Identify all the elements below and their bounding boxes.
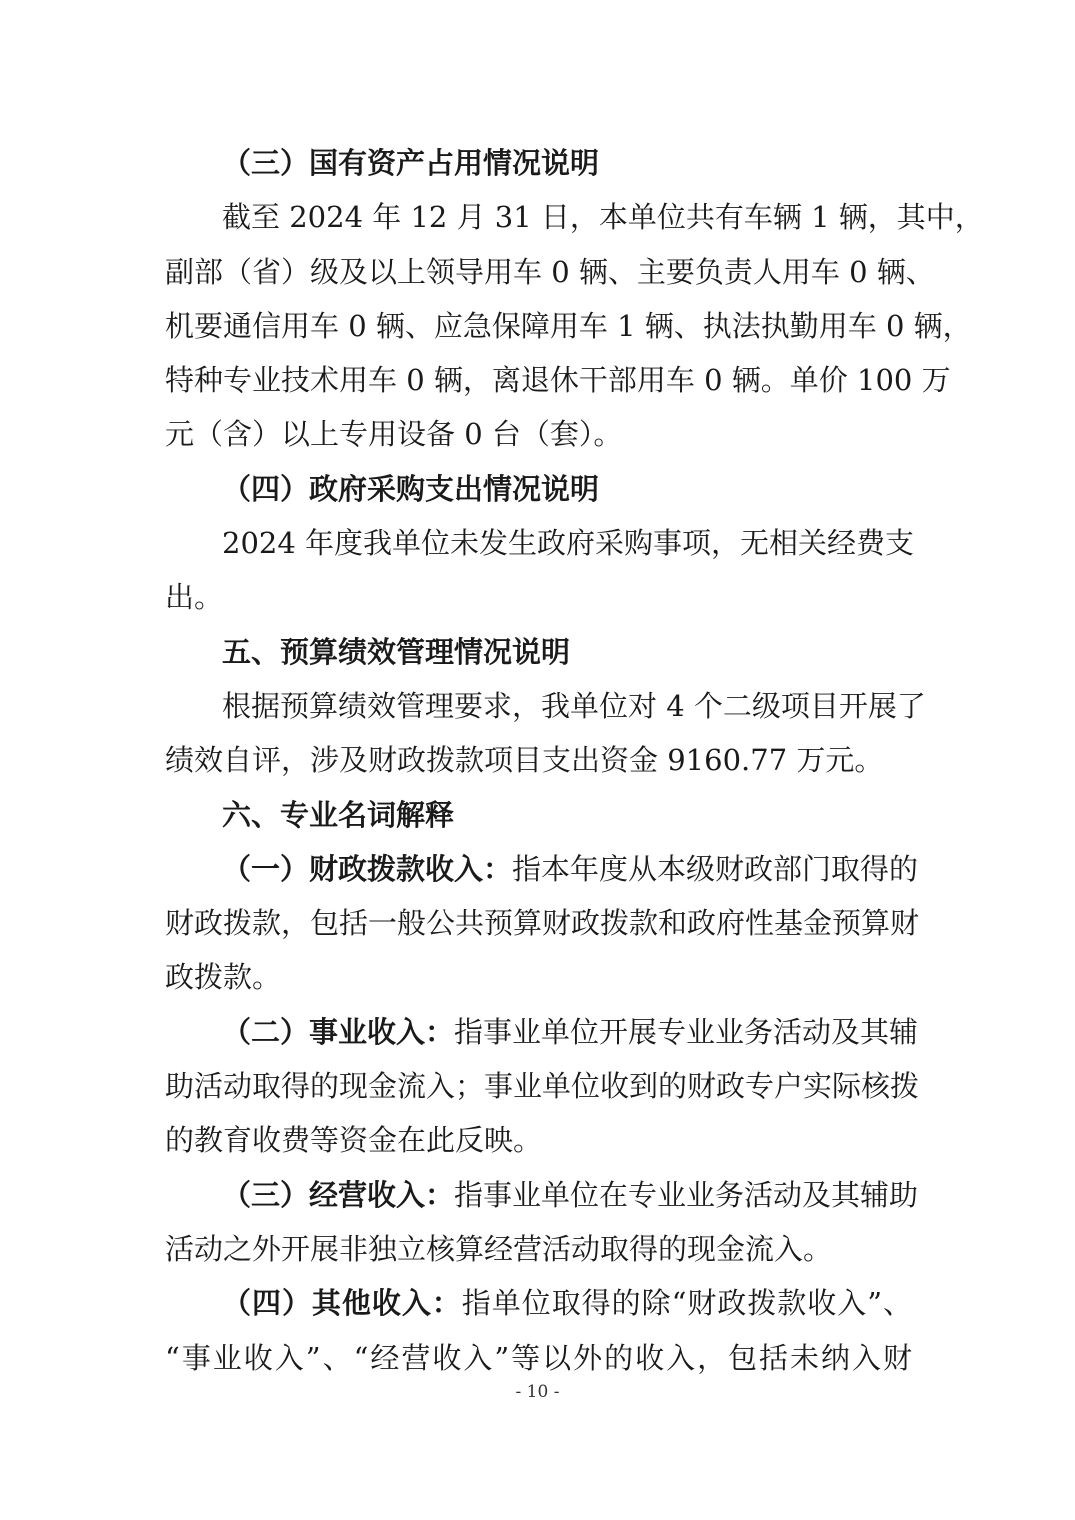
line-text: 机要通信用车 0 辆、应急保障用车 1 辆、执法执勤用车 0 辆， — [165, 308, 972, 343]
line-text: 的教育收费等资金在此反映。 — [165, 1123, 543, 1158]
text-line — [165, 1331, 912, 1385]
line-text: 绩效自评，涉及财政拨款项目支出资金 9160.77 万元。 — [165, 743, 884, 778]
line-text: 根据预算绩效管理要求，我单位对 4 个二级项目开展了 — [222, 688, 926, 723]
bold-term: 六、专业名词解释 — [222, 797, 455, 832]
text-line — [165, 1113, 912, 1167]
line-text: 2024 年度我单位未发生政府采购事项，无相关经费支 — [222, 526, 915, 561]
line-text: 活动之外开展非独立核算经营活动取得的现金流入。 — [165, 1231, 833, 1266]
text-line — [165, 1168, 919, 1222]
section-heading — [165, 136, 912, 190]
text-line — [165, 1005, 919, 1059]
line-text: 元（含）以上专用设备 0 台（套）。 — [165, 417, 623, 452]
bold-term: （四）其他收入： — [222, 1286, 462, 1321]
text-line — [165, 842, 919, 896]
text-line — [165, 570, 912, 624]
text-line — [165, 896, 920, 950]
text-line — [165, 733, 912, 787]
text-line — [165, 407, 912, 461]
page-number: - 10 - — [515, 1382, 560, 1402]
bold-term: （四）政府采购支出情况说明 — [222, 471, 600, 506]
line-text: 政拨款。 — [165, 960, 282, 995]
line-text: 指单位取得的除“财政拨款收入”、 — [461, 1286, 912, 1321]
text-line — [165, 950, 912, 1004]
section-heading — [165, 462, 912, 516]
text-line — [165, 516, 915, 570]
document-body — [165, 136, 984, 1385]
line-text: 指事业单位开展专业业务活动及其辅 — [454, 1014, 919, 1049]
bold-term: （一）财政拨款收入： — [222, 851, 513, 886]
section-heading — [165, 788, 912, 842]
text-line — [165, 299, 972, 353]
text-line — [165, 1059, 920, 1113]
text-line — [165, 1222, 912, 1276]
line-text: 指本年度从本级财政部门取得的 — [512, 851, 919, 886]
text-line — [165, 1276, 912, 1330]
bold-term: （三）国有资产占用情况说明 — [222, 146, 600, 180]
text-line — [165, 190, 984, 244]
line-text: 出。 — [165, 580, 224, 615]
line-text: “事业收入”、“经营收入”等以外的收入，包括未纳入财 — [165, 1340, 912, 1375]
text-line — [165, 245, 935, 299]
text-line — [165, 353, 951, 407]
line-text: 截至 2024 年 12 月 31 日，本单位共有车辆 1 辆，其中， — [222, 200, 984, 235]
section-heading — [165, 625, 912, 679]
line-text: 助活动取得的现金流入；事业单位收到的财政专户实际核拨 — [165, 1069, 920, 1104]
line-text: 特种专业技术用车 0 辆，离退休干部用车 0 辆。单价 100 万 — [165, 363, 951, 398]
line-text: 财政拨款，包括一般公共预算财政拨款和政府性基金预算财 — [165, 906, 920, 941]
bold-term: （三）经营收入： — [222, 1177, 455, 1212]
bold-term: 五、预算绩效管理情况说明 — [222, 634, 571, 669]
text-line — [165, 679, 926, 733]
line-text: 副部（省）级及以上领导用车 0 辆、主要负责人用车 0 辆、 — [165, 254, 935, 289]
bold-term: （二）事业收入： — [222, 1014, 455, 1049]
line-text: 指事业单位在专业业务活动及其辅助 — [454, 1177, 919, 1212]
